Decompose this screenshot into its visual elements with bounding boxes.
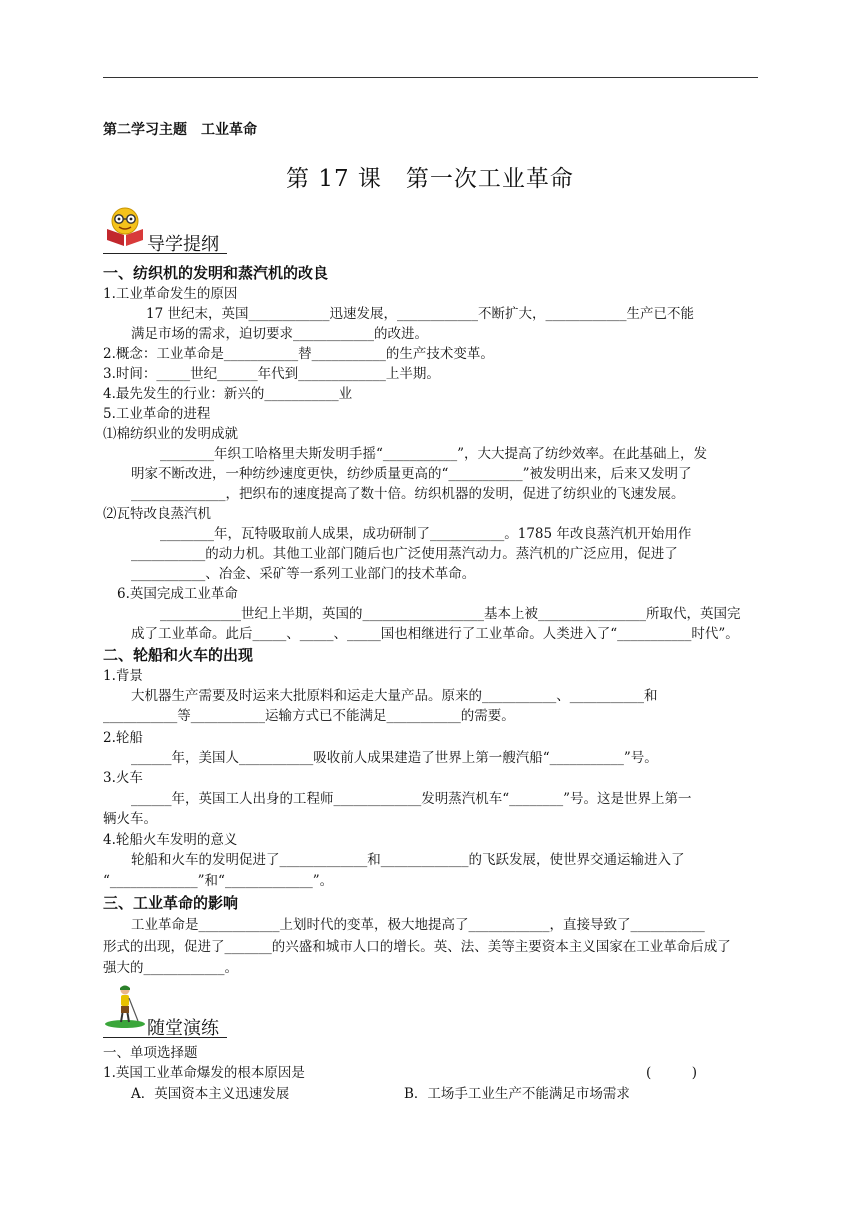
text-line: 5.工业革命的进程 [103,406,211,422]
guide-header-underline [103,253,227,254]
text-line: 2.概念：工业革命是___________替___________的生产技术变革。 [103,346,494,362]
practice-header-underline [103,1037,227,1038]
text-line: 轮船和火车的发明促进了_____________和_____________的飞跃发展，使世界交通运输进入了 [131,852,685,868]
section-heading: 一、纺织机的发明和蒸汽机的改良 [103,264,329,282]
section-heading: 二、轮船和火车的出现 [103,646,254,664]
text-line: 满足市场的需求，迫切要求____________的改进。 [131,326,428,342]
text-line: 2.轮船 [103,730,143,746]
text-line: ___________、冶金、采矿等一系列工业部门的技术革命。 [131,566,476,582]
text-line: 1.背景 [103,668,143,684]
option-a: A．英国资本主义迅速发展 [131,1086,290,1102]
text-line: 形式的出现，促进了_______的兴盛和城市人口的增长。英、法、美等主要资本主义国家在工业革命后成了 [103,939,731,955]
text-line: ___________等___________运输方式已不能满足___________的需要。 [103,708,515,724]
question-section: 一、单项选择题 [103,1045,198,1061]
practice-header-label: 随堂演练 [147,1018,219,1039]
text-line: 3.时间：_____世纪______年代到_____________上半期。 [103,366,440,382]
practice-header [103,1014,233,1039]
text-line: 成了工业革命。此后_____、_____、_____国也相继进行了工业革命。人类进入了“___________时代”。 [131,626,739,642]
text-line: 3.火车 [103,770,143,786]
text-line: “_____________”和“_____________”。 [103,873,334,889]
text-line: 17 世纪末，英国____________迅速发展，____________不断扩大，____________生产已不能 [146,306,694,322]
topic-heading: 第二学习主题 工业革命 [103,122,257,138]
text-line: ______年，英国工人出身的工程师_____________发明蒸汽机车“________”号。这是世界上第一 [131,791,692,807]
text-line: 辆火车。 [103,811,157,827]
text-line: 大机器生产需要及时运来大批原料和运走大量产品。原来的___________、___________和 [131,688,658,704]
text-line: 4.最先发生的行业：新兴的___________业 [103,386,353,402]
text-line: 明家不断改进，一种纺纱速度更快，纺纱质量更高的“___________”被发明出来，后来又发明了 [131,466,692,482]
guide-header [103,230,233,255]
text-line: ⑵瓦特改良蒸汽机 [103,506,211,522]
text-line: 6.英国完成工业革命 [117,586,238,602]
text-line: 工业革命是____________上划时代的变革，极大地提高了____________，直接导致了___________ [131,917,705,933]
guide-header-label: 导学提纲 [147,234,219,255]
text-line: ___________的动力机。其他工业部门随后也广泛使用蒸汽动力。蒸汽机的广泛应用，促进了 [131,546,678,562]
question-text: 1.英国工业革命爆发的根本原因是 [103,1065,305,1081]
text-line: 强大的____________。 [103,960,238,976]
text-line: ________年织工哈格里夫斯发明手摇“___________”，大大提高了纺纱效率。在此基础上，发 [160,446,708,462]
text-line: 4.轮船火车发明的意义 [103,832,238,848]
option-b: B．工场手工业生产不能满足市场需求 [404,1086,630,1102]
header-rule [103,77,758,78]
page-title: 第 17 课 第一次工业革命 [286,166,574,192]
text-line: ________年，瓦特吸取前人成果，成功研制了___________。1785 年改良蒸汽机开始用作 [160,526,692,542]
section-heading: 三、工业革命的影响 [103,894,239,912]
text-line: ______________，把织布的速度提高了数十倍。纺织机器的发明，促进了纺织业的飞速发展。 [131,486,685,502]
text-line: ⑴棉纺织业的发明成就 [103,426,238,442]
answer-paren: ( ) [646,1065,698,1081]
text-line: ______年，美国人___________吸收前人成果建造了世界上第一艘汽船“___________”号。 [131,750,658,766]
text-line: ____________世纪上半期，英国的__________________基本上被________________所取代，英国完 [160,606,741,622]
text-line: 1.工业革命发生的原因 [103,286,238,302]
